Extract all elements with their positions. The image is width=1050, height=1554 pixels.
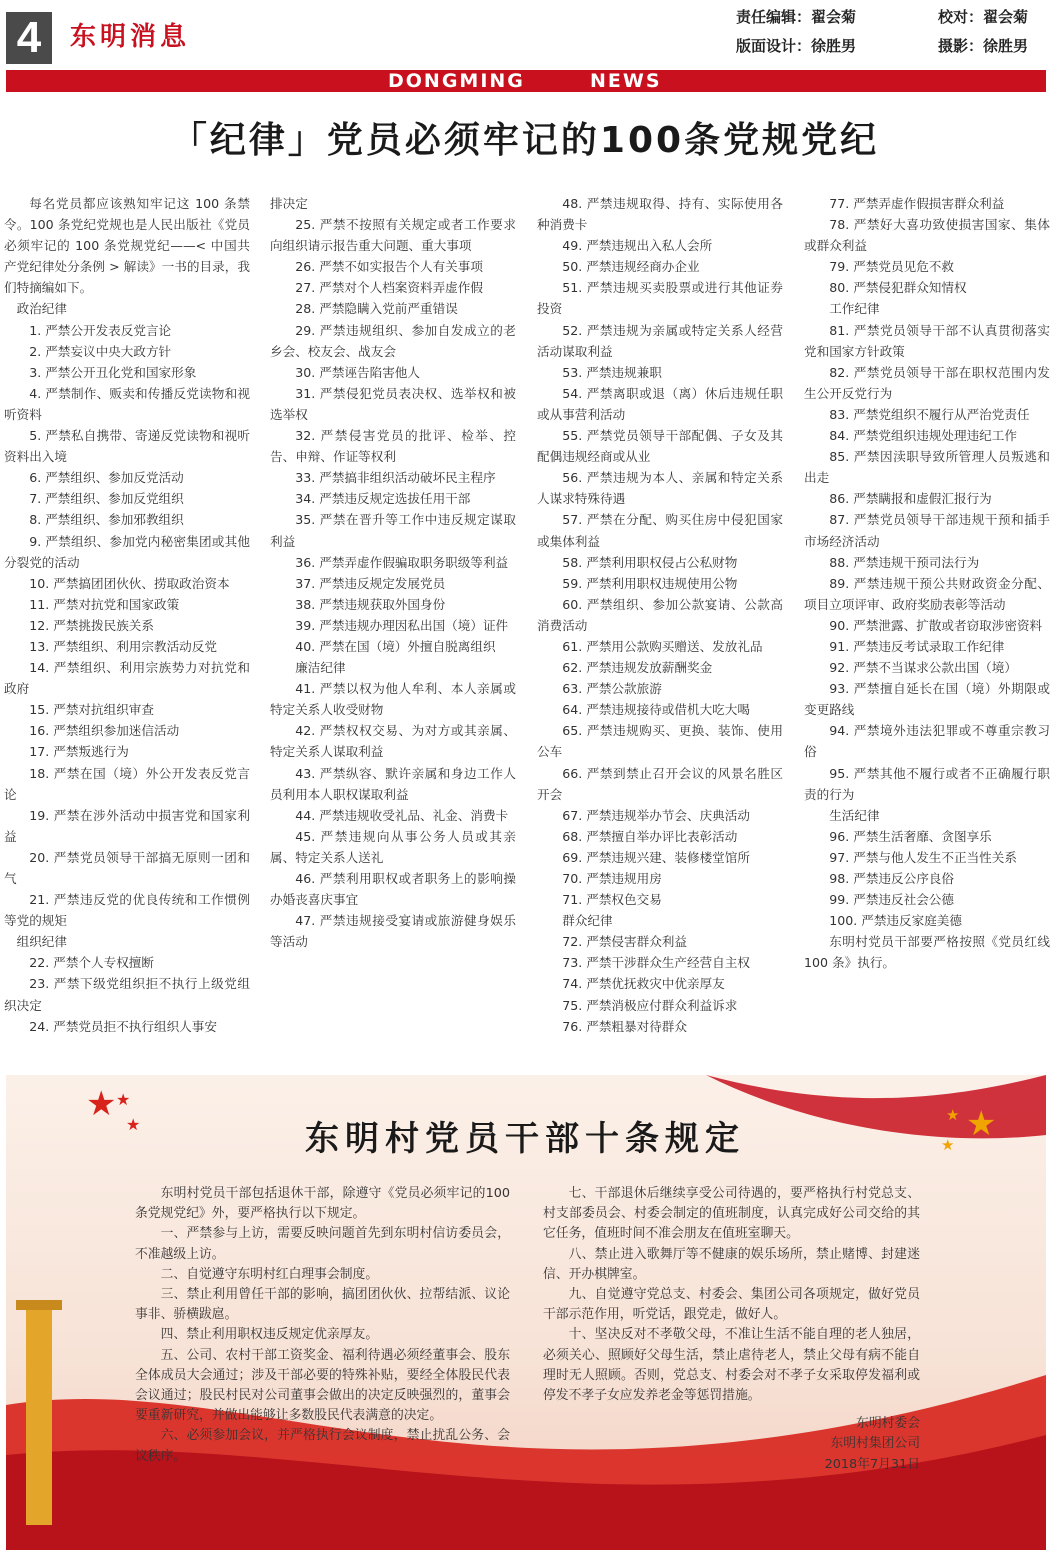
masthead-band bbox=[6, 70, 1046, 92]
list-item: 48. 严禁违规取得、持有、实际使用各种消费卡 bbox=[537, 196, 783, 233]
article-column-4 bbox=[804, 193, 1050, 973]
list-item: 1. 严禁公开发表反党言论 bbox=[29, 322, 172, 338]
band-text-right: NEWS bbox=[590, 70, 662, 92]
list-item: 5. 严禁私自携带、寄递反党读物和视听资料出入境 bbox=[4, 428, 250, 465]
list-item: 6. 严禁组织、参加反党活动 bbox=[29, 470, 184, 486]
rule-item: 四、禁止利用职权违反规定优亲厚友。 bbox=[160, 1327, 379, 1343]
list-item: 63. 严禁公款旅游 bbox=[562, 681, 662, 697]
list-item: 49. 严禁违规出入私人会所 bbox=[562, 238, 713, 254]
list-item: 东明村党员干部要严格按照《党员红线 100 条》执行。 bbox=[804, 934, 1050, 971]
list-item: 34. 严禁违反规定选拔任用干部 bbox=[295, 491, 471, 507]
rule-item: 二、自觉遵守东明村红白理事会制度。 bbox=[160, 1266, 379, 1282]
list-item: 18. 严禁在国（境）外公开发表反党言论 bbox=[4, 765, 250, 802]
rule-item: 三、禁止利用曾任干部的影响，搞团团伙伙、拉帮结派、议论事非、骄横跋扈。 bbox=[135, 1287, 510, 1323]
rule-item: 七、干部退休后继续享受公司待遇的，要严格执行村党总支、村支部委员会、村委会制定的值班制度，认真完成好公司交给的其它任务，值班时间不准会朋友在值班室聊天。 bbox=[543, 1186, 920, 1242]
signoff-line: 2018年7月31日 bbox=[824, 1456, 920, 1472]
list-item: 79. 严禁党员见危不救 bbox=[829, 259, 954, 275]
list-item: 7. 严禁组织、参加反党组织 bbox=[29, 491, 184, 507]
list-item: 80. 严禁侵犯群众知情权 bbox=[829, 280, 967, 296]
star-icon: ★ bbox=[946, 1106, 960, 1124]
list-item: 95. 严禁其他不履行或者不正确履行职责的行为 bbox=[804, 765, 1050, 802]
list-item: 62. 严禁违规发放薪酬奖金 bbox=[562, 660, 713, 676]
list-item: 86. 严禁瞒报和虚假汇报行为 bbox=[829, 491, 992, 507]
category-heading: 组织纪律 bbox=[16, 934, 67, 950]
rule-item: 六、必须参加会议，并严格执行会议制度，禁止扰乱公务、会议秩序。 bbox=[135, 1428, 510, 1464]
list-item: 84. 严禁党组织违规处理违纪工作 bbox=[829, 428, 1017, 444]
star-icon: ★ bbox=[966, 1104, 997, 1144]
list-item: 55. 严禁党员领导干部配偶、子女及其配偶违规经商或从业 bbox=[537, 428, 783, 465]
list-item: 42. 严禁权权交易、为对方或其亲属、特定关系人谋取利益 bbox=[270, 723, 516, 760]
list-item: 91. 严禁违反考试录取工作纪律 bbox=[829, 638, 1005, 654]
star-icon: ★ bbox=[86, 1084, 117, 1124]
list-item: 75. 严禁消极应付群众利益诉求 bbox=[562, 997, 738, 1013]
category-heading: 廉洁纪律 bbox=[295, 660, 346, 676]
rule-item: 东明村党员干部包括退休干部，除遵守《党员必须牢记的100条党规党纪》外，要严格执行以下规定。 bbox=[135, 1186, 510, 1222]
list-item: 24. 严禁党员拒不执行组织人事安 bbox=[29, 1018, 217, 1034]
list-item: 排决定 bbox=[270, 196, 308, 211]
list-item: 11. 严禁对抗党和国家政策 bbox=[29, 596, 180, 612]
list-item: 67. 严禁违规举办节会、庆典活动 bbox=[562, 807, 750, 823]
list-item: 30. 严禁诬告陷害他人 bbox=[295, 364, 420, 380]
list-item: 64. 严禁违规接待或借机大吃大喝 bbox=[562, 702, 750, 718]
list-item: 61. 严禁用公款购买赠送、发放礼品 bbox=[562, 638, 763, 654]
list-item: 20. 严禁党员领导干部搞无原则一团和气 bbox=[4, 849, 250, 886]
list-item: 69. 严禁违规兴建、装修楼堂馆所 bbox=[562, 849, 750, 865]
rule-item: 九、自觉遵守党总支、村委会、集团公司各项规定，做好党员干部示范作用，听党话，跟党走，做好人。 bbox=[543, 1287, 920, 1323]
star-icon: ★ bbox=[116, 1090, 131, 1109]
list-item: 56. 严禁违规为本人、亲属和特定关系人谋求特殊待遇 bbox=[537, 470, 783, 507]
page-header bbox=[0, 0, 1050, 72]
list-item: 33. 严禁搞非组织活动破坏民主程序 bbox=[295, 470, 496, 486]
article-column-2 bbox=[270, 193, 516, 952]
list-item: 100. 严禁违反家庭美德 bbox=[829, 913, 962, 929]
list-item: 16. 严禁组织参加迷信活动 bbox=[29, 723, 180, 739]
list-item: 47. 严禁违规接受宴请或旅游健身娱乐等活动 bbox=[270, 913, 516, 950]
list-item: 22. 严禁个人专权擅断 bbox=[29, 955, 154, 971]
list-item: 59. 严禁利用职权违规使用公物 bbox=[562, 575, 738, 591]
category-heading: 生活纪律 bbox=[829, 807, 880, 823]
list-item: 60. 严禁组织、参加公款宴请、公款高消费活动 bbox=[537, 596, 783, 633]
list-item: 72. 严禁侵害群众利益 bbox=[562, 934, 687, 950]
rule-item: 五、公司、农村干部工资奖金、福利待遇必须经董事会、股东全体成员大会通过；涉及干部必要的特殊补贴，要经全体股民代表会议通过；股民村民对公司董事会做出的决定反映强烈的，董事会要重新研究，并做出能够让多数股民代表满意的决定。 bbox=[135, 1347, 510, 1424]
page-number: 4 bbox=[6, 12, 52, 64]
list-item: 43. 严禁纵容、默许亲属和身边工作人员利用本人职权谋取利益 bbox=[270, 765, 516, 802]
list-item: 97. 严禁与他人发生不正当性关系 bbox=[829, 849, 1017, 865]
list-item: 13. 严禁组织、利用宗教活动反党 bbox=[29, 638, 217, 654]
list-item: 32. 严禁侵害党员的批评、检举、控告、申辩、作证等权利 bbox=[270, 428, 516, 465]
category-heading: 工作纪律 bbox=[829, 301, 880, 317]
editor-credit: 责任编辑：翟会菊 bbox=[736, 8, 857, 26]
list-item: 17. 严禁叛逃行为 bbox=[29, 744, 129, 760]
list-item: 58. 严禁利用职权侵占公私财物 bbox=[562, 554, 738, 570]
list-item: 52. 严禁违规为亲属或特定关系人经营活动谋取利益 bbox=[537, 322, 783, 359]
list-item: 39. 严禁违规办理因私出国（境）证件 bbox=[295, 617, 509, 633]
category-heading: 群众纪律 bbox=[562, 913, 613, 929]
list-item: 51. 严禁违规买卖股票或进行其他证券投资 bbox=[537, 280, 783, 317]
list-item: 27. 严禁对个人档案资料弄虚作假 bbox=[295, 280, 483, 296]
list-item: 21. 严禁违反党的优良传统和工作惯例等党的规矩 bbox=[4, 892, 250, 929]
list-item: 88. 严禁违规干预司法行为 bbox=[829, 554, 980, 570]
star-icon: ★ bbox=[126, 1115, 141, 1134]
list-item: 77. 严禁弄虚作假损害群众利益 bbox=[829, 196, 1005, 211]
signoff-line: 东明村集团公司 bbox=[830, 1436, 920, 1452]
list-item: 25. 严禁不按照有关规定或者工作要求向组织请示报告重大问题、重大事项 bbox=[270, 217, 516, 254]
list-item: 68. 严禁擅自举办评比表彰活动 bbox=[562, 828, 738, 844]
list-item: 70. 严禁违规用房 bbox=[562, 871, 662, 886]
article-headline: 「纪律」党员必须牢记的100条党规党纪 bbox=[170, 120, 880, 161]
list-item: 19. 严禁在涉外活动中损害党和国家利益 bbox=[4, 807, 250, 844]
list-item: 92. 严禁不当谋求公款出国（境） bbox=[829, 660, 1017, 676]
list-item: 3. 严禁公开丑化党和国家形象 bbox=[29, 364, 197, 380]
list-item: 31. 严禁侵犯党员表决权、选举权和被选举权 bbox=[270, 385, 516, 422]
list-item: 14. 严禁组织、利用宗族势力对抗党和政府 bbox=[4, 660, 250, 697]
list-item: 65. 严禁违规购买、更换、装饰、使用公车 bbox=[537, 723, 783, 760]
designer-credit: 版面设计：徐胜男 bbox=[736, 37, 857, 55]
list-item: 66. 严禁到禁止召开会议的风景名胜区开会 bbox=[537, 765, 783, 802]
list-item: 85. 严禁因渎职导致所管理人员叛逃和出走 bbox=[804, 449, 1050, 486]
rule-item: 一、严禁参与上访，需要反映问题首先到东明村信访委员会，不准越级上访。 bbox=[135, 1226, 510, 1262]
list-item: 87. 严禁党员领导干部违规干预和插手市场经济活动 bbox=[804, 512, 1050, 549]
list-item: 每名党员都应该熟知牢记这 100 条禁令。100 条党纪党规也是人民出版社《党员必须牢记的 100 条党规党纪——< 中国共产党纪律处分条例 > 解读》一书的目录，我们特摘编如下。 bbox=[4, 196, 250, 296]
list-item: 37. 严禁违反规定发展党员 bbox=[295, 575, 446, 591]
list-item: 41. 严禁以权为他人牟利、本人亲属或特定关系人收受财物 bbox=[270, 681, 516, 718]
list-item: 26. 严禁不如实报告个人有关事项 bbox=[295, 259, 483, 275]
list-item: 23. 严禁下级党组织拒不执行上级党组织决定 bbox=[4, 976, 250, 1013]
list-item: 93. 严禁擅自延长在国（境）外期限或变更路线 bbox=[804, 681, 1050, 718]
article-column-1 bbox=[4, 193, 250, 1037]
list-item: 74. 严禁优抚救灾中优亲厚友 bbox=[562, 976, 725, 992]
list-item: 50. 严禁违规经商办企业 bbox=[562, 259, 700, 275]
list-item: 89. 严禁违规干预公共财政资金分配、项目立项评审、政府奖励表彰等活动 bbox=[804, 575, 1050, 612]
list-item: 96. 严禁生活奢靡、贪图享乐 bbox=[829, 828, 992, 844]
rule-item: 八、禁止进入歌舞厅等不健康的娱乐场所，禁止赌博、封建迷信、开办棋牌室。 bbox=[543, 1246, 920, 1282]
section-name: 东明消息 bbox=[70, 22, 191, 52]
rules-column-left bbox=[135, 1184, 510, 1467]
list-item: 15. 严禁对抗组织审查 bbox=[29, 702, 154, 718]
list-item: 81. 严禁党员领导干部不认真贯彻落实党和国家方针政策 bbox=[804, 322, 1050, 359]
list-item: 2. 严禁妄议中央大政方针 bbox=[29, 343, 172, 359]
list-item: 40. 严禁在国（境）外擅自脱离组织 bbox=[295, 638, 496, 654]
list-item: 44. 严禁违规收受礼品、礼金、消费卡 bbox=[295, 807, 509, 823]
signoff-line: 东明村委会 bbox=[856, 1416, 920, 1432]
list-item: 78. 严禁好大喜功致使损害国家、集体或群众利益 bbox=[804, 217, 1050, 254]
list-item: 83. 严禁党组织不履行从严治党责任 bbox=[829, 406, 1030, 422]
list-item: 90. 严禁泄露、扩散或者窃取涉密资料 bbox=[829, 617, 1043, 633]
list-item: 99. 严禁违反社会公德 bbox=[829, 892, 954, 908]
list-item: 76. 严禁粗暴对待群众 bbox=[562, 1018, 687, 1034]
list-item: 98. 严禁违反公序良俗 bbox=[829, 871, 954, 886]
list-item: 9. 严禁组织、参加党内秘密集团或其他分裂党的活动 bbox=[4, 533, 250, 570]
list-item: 73. 严禁干涉群众生产经营自主权 bbox=[562, 955, 750, 971]
list-item: 45. 严禁违规向从事公务人员或其亲属、特定关系人送礼 bbox=[270, 828, 516, 865]
photographer-credit: 摄影：徐胜男 bbox=[938, 37, 1029, 55]
list-item: 4. 严禁制作、贩卖和传播反党读物和视听资料 bbox=[4, 385, 250, 422]
list-item: 35. 严禁在晋升等工作中违反规定谋取利益 bbox=[270, 512, 516, 549]
list-item: 10. 严禁搞团团伙伙、捞取政治资本 bbox=[29, 575, 230, 591]
list-item: 8. 严禁组织、参加邪教组织 bbox=[29, 512, 184, 528]
band-text-left: DONGMING bbox=[388, 70, 525, 92]
rules-column-right bbox=[543, 1184, 920, 1475]
list-item: 36. 严禁弄虚作假骗取职务职级等利益 bbox=[295, 554, 509, 570]
list-item: 71. 严禁权色交易 bbox=[562, 892, 662, 908]
article-column-3 bbox=[537, 193, 783, 1037]
category-heading: 政治纪律 bbox=[16, 301, 67, 317]
list-item: 29. 严禁违规组织、参加自发成立的老乡会、校友会、战友会 bbox=[270, 322, 516, 359]
list-item: 57. 严禁在分配、购买住房中侵犯国家或集体利益 bbox=[537, 512, 783, 549]
list-item: 28. 严禁隐瞒入党前严重错误 bbox=[295, 301, 458, 317]
list-item: 12. 严禁挑拨民族关系 bbox=[29, 617, 154, 633]
list-item: 94. 严禁境外违法犯罪或不尊重宗教习俗 bbox=[804, 723, 1050, 760]
list-item: 54. 严禁离职或退（离）休后违规任职或从事营利活动 bbox=[537, 385, 783, 422]
rule-item: 十、坚决反对不孝敬父母，不准让生活不能自理的老人独居，必须关心、照顾好父母生活，禁止虐待老人，禁止父母有病不能自理时无人照顾。否则，党总支、村委会对不孝子女采取停发福利或停发不孝子女应发养老金等惩罚措施。 bbox=[543, 1327, 920, 1404]
list-item: 82. 严禁党员领导干部在职权范围内发生公开反党行为 bbox=[804, 364, 1050, 401]
list-item: 46. 严禁利用职权或者职务上的影响操办婚丧喜庆事宜 bbox=[270, 871, 516, 908]
list-item: 38. 严禁违规获取外国身份 bbox=[295, 596, 446, 612]
proofreader-credit: 校对：翟会菊 bbox=[938, 8, 1029, 26]
rules-title: 东明村党员干部十条规定 bbox=[305, 1119, 745, 1159]
list-item: 53. 严禁违规兼职 bbox=[562, 364, 662, 380]
star-icon: ★ bbox=[941, 1136, 955, 1154]
